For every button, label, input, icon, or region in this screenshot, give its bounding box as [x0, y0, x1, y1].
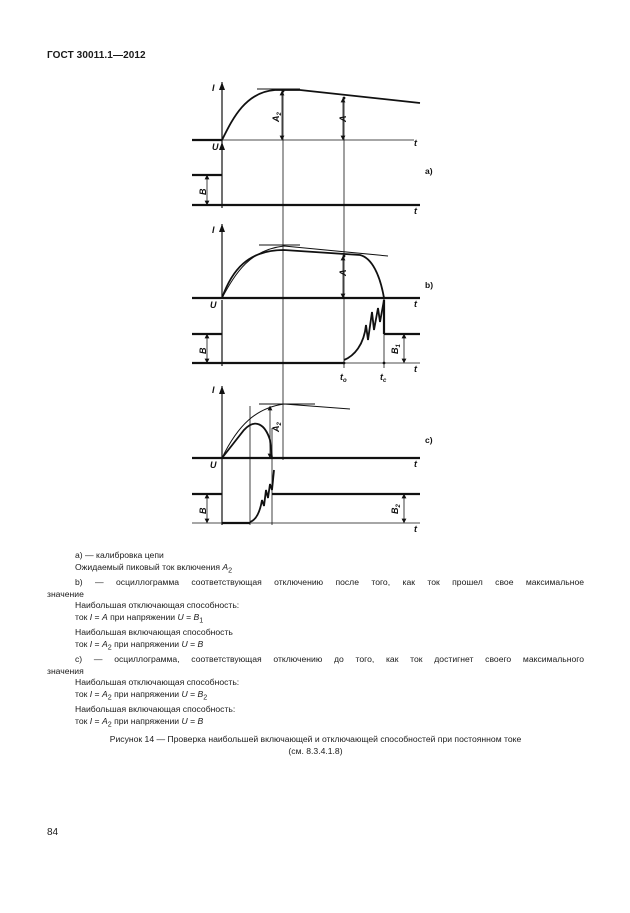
- legend-c-break: Наибольшая отключающая способность:: [75, 677, 240, 688]
- panel-c-label-U: U: [210, 460, 217, 470]
- panel-a-current-curve: [222, 90, 420, 140]
- legend-b-break-value: ток I = A при напряжении $U = B_1$: [75, 611, 204, 625]
- panel-b-label-A: A: [338, 269, 348, 276]
- legend-b-break: Наибольшая отключающая способность:: [75, 600, 240, 611]
- panel-c-label-t: t: [414, 459, 417, 469]
- panel-a-label-t2: t: [414, 206, 417, 216]
- legend-a-line: Ожидаемый пиковый ток включения $A_2$: [75, 561, 233, 575]
- reference-lines: [250, 91, 384, 525]
- figure-caption-title: Рисунок 14 — Проверка наибольшей включающей и отключающей способностей при постоянном токе: [109, 734, 522, 744]
- legend-b-title: b) — осциллограмма соответствующая отключению после того, как ток прошел свое максимальное: [75, 576, 584, 587]
- panel-a-label-A2: $A_2$: [271, 112, 283, 122]
- figure-legend: [47, 550, 584, 731]
- panel-c-label: c): [425, 435, 433, 445]
- panel-b-label-U: U: [210, 300, 217, 310]
- legend-b-title-cont: значение: [47, 588, 84, 599]
- panel-c-prospective-curve: [222, 404, 350, 458]
- panel-a: [192, 82, 420, 208]
- panel-c-arc-voltage: [250, 470, 274, 522]
- legend-c-break-value: ток $I = A_2$ при напряжении $U = B_2$: [75, 688, 208, 702]
- figure-caption-reference: (см. 8.3.4.1.8): [288, 745, 343, 756]
- panel-c-label-B: B: [198, 507, 208, 514]
- panel-a-label-A: A: [338, 115, 348, 122]
- page-number: 84: [47, 827, 59, 838]
- panel-b-current-curve: [222, 250, 384, 298]
- legend-b-make: Наибольшая включающая способность: [75, 627, 233, 637]
- panel-b-label-I: I: [212, 225, 215, 235]
- panel-c: [192, 386, 420, 525]
- panel-b-label-B: B: [198, 347, 208, 354]
- panel-b-label-tc: $t_c$: [380, 372, 387, 384]
- panel-a-label-B: B: [198, 188, 208, 195]
- panel-b-label-B1: $B_1$: [390, 344, 402, 354]
- legend-b-make-value: ток $I = A_2$ при напряжении U = B: [75, 638, 204, 652]
- document-header: ГОСТ 30011.1—2012: [47, 50, 146, 61]
- legend-c-make: Наибольшая включающая способность:: [75, 704, 236, 714]
- panel-a-label-I: I: [212, 83, 215, 93]
- panel-b-prospective-curve: [222, 246, 388, 298]
- panel-a-label-U: U: [212, 142, 219, 152]
- legend-c-title-cont: значения: [47, 665, 84, 676]
- panel-a-label: a): [425, 166, 433, 176]
- legend-a-title: а) — калибровка цепи: [75, 550, 164, 560]
- panel-c-label-A2: $A_2$: [271, 422, 283, 432]
- panel-c-label-B2: $B_2$: [390, 504, 402, 514]
- panel-b-arc-voltage: [344, 300, 384, 360]
- panel-c-label-t2: t: [414, 524, 417, 534]
- panel-b-label-to: $t_o$: [340, 372, 347, 384]
- legend-c-make-value: ток $I = A_2$ при напряжении U = B: [75, 715, 204, 729]
- panel-c-current-curve: [222, 424, 272, 458]
- panel-c-label-I: I: [212, 385, 215, 395]
- panel-b-label-t2: t: [414, 364, 417, 374]
- panel-b: [192, 224, 420, 366]
- panel-a-label-t: t: [414, 138, 417, 148]
- figure-caption: [47, 734, 584, 758]
- panel-b-label: b): [425, 280, 434, 290]
- legend-c-title: с) — осциллограмма, соответствующая отключению до того, как ток достигнет своего максимального: [75, 653, 584, 664]
- panel-b-label-t: t: [414, 299, 417, 309]
